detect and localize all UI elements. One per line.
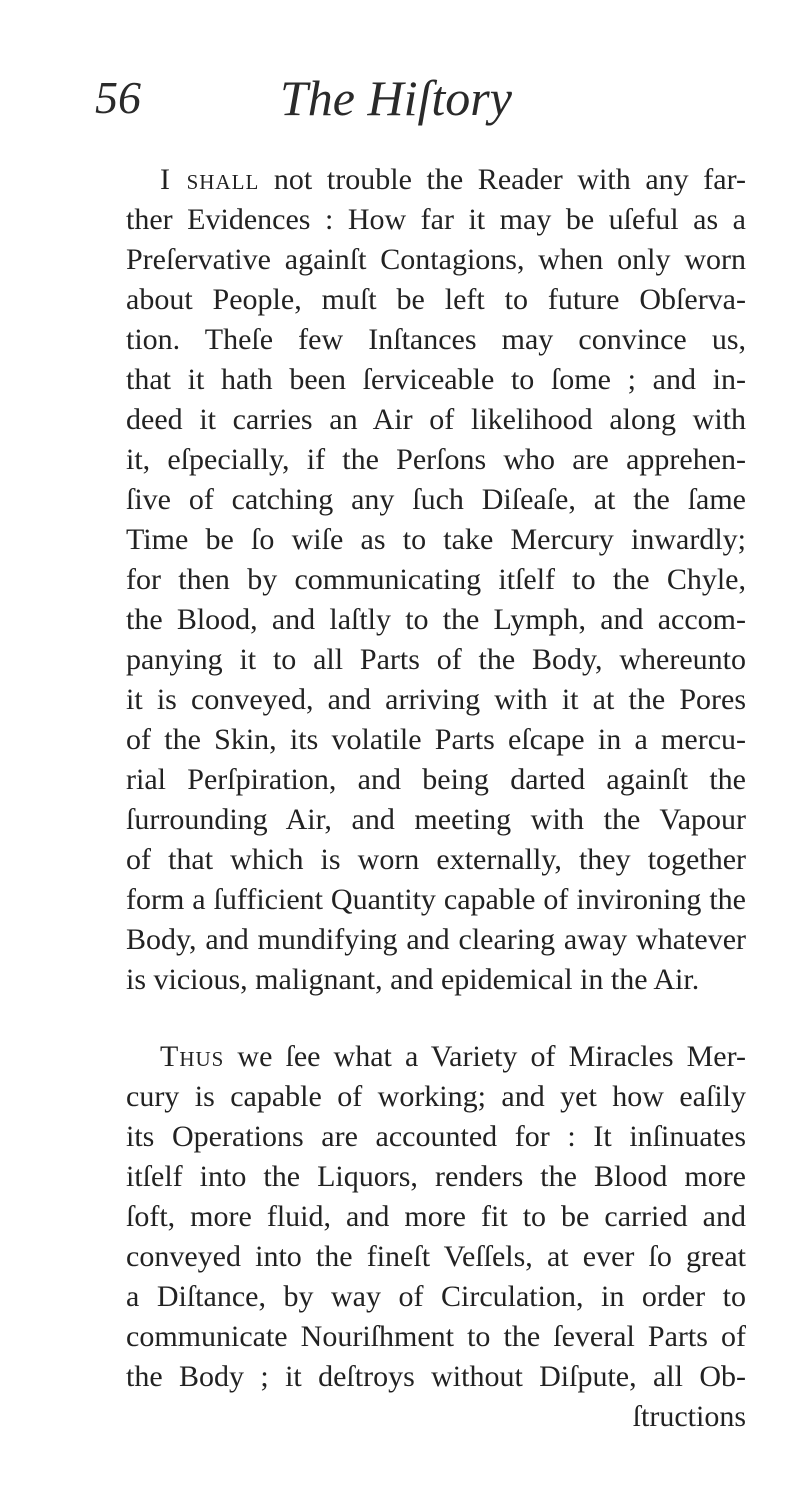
running-title: The Hiſtory: [280, 70, 512, 126]
text-line: Body, and mundifying and clearing away whatever: [126, 923, 746, 956]
paragraph-gap: [126, 1000, 746, 1037]
text-line: for then by communicating itſelf to the Chyle,: [126, 563, 746, 596]
text-line: it is conveyed, and arriving with it at the Pores: [126, 683, 746, 716]
text-line: panying it to all Parts of the Body, whereunto: [126, 643, 746, 676]
text-line: itſelf into the Liquors, renders the Blood more: [126, 1160, 746, 1193]
catchword: ſtructions: [632, 1400, 746, 1433]
paragraph-lead: Thus: [160, 1040, 225, 1073]
text-line: rial Perſpiration, and being darted againſt the: [126, 763, 746, 796]
text-line: that it hath been ſerviceable to ſome ; and in-: [126, 363, 746, 396]
paragraph-1: [126, 160, 746, 1000]
text-line: ther Evidences : How far it may be uſeful as a: [126, 203, 746, 236]
text-line: a Diſtance, by way of Circulation, in order to: [126, 1280, 746, 1313]
page-header: [95, 68, 735, 128]
text-line: form a ſufficient Quantity capable of invironing the: [126, 883, 746, 916]
body-text: [126, 160, 746, 1437]
paragraph-lead: I shall: [160, 163, 260, 196]
text-line: conveyed into the fineſt Veſſels, at ever ſo great: [126, 1240, 746, 1273]
page-number: 56: [95, 72, 141, 123]
text-line: deed it carries an Air of likelihood along with: [126, 403, 746, 436]
text-line: Thus we ſee what a Variety of Miracles Mer-: [160, 1040, 746, 1073]
text-line: the Body ; it deſtroys without Diſpute, all Ob-: [126, 1360, 746, 1393]
text-line: tion. Theſe few Inſtances may convince us,: [126, 323, 746, 356]
text-line: I shall not trouble the Reader with any far-: [160, 163, 746, 196]
text-line: of the Skin, its volatile Parts eſcape in a mercu-: [126, 723, 746, 756]
text-line: cury is capable of working; and yet how eaſily: [126, 1080, 746, 1113]
text-line: it, eſpecially, if the Perſons who are apprehen-: [126, 443, 746, 476]
text-line: ſive of catching any ſuch Diſeaſe, at the ſame: [126, 483, 746, 516]
text-line: its Operations are accounted for : It inſinuates: [126, 1120, 746, 1153]
text-line: ſurrounding Air, and meeting with the Vapour: [126, 803, 746, 836]
text-line: communicate Nouriſhment to the ſeveral Parts of: [126, 1320, 746, 1353]
text-line: is vicious, malignant, and epidemical in the Air.: [126, 963, 700, 996]
text-line: Preſervative againſt Contagions, when only worn: [126, 243, 746, 276]
text-line: ſoft, more fluid, and more fit to be carried and: [126, 1200, 746, 1233]
paragraph-2: [126, 1037, 746, 1437]
text-line: about People, muſt be left to future Obſerva-: [126, 283, 746, 316]
text-line: the Blood, and laſtly to the Lymph, and accom-: [126, 603, 746, 636]
text-line: Time be ſo wiſe as to take Mercury inwardly;: [126, 523, 746, 556]
text-line: of that which is worn externally, they together: [126, 843, 746, 876]
